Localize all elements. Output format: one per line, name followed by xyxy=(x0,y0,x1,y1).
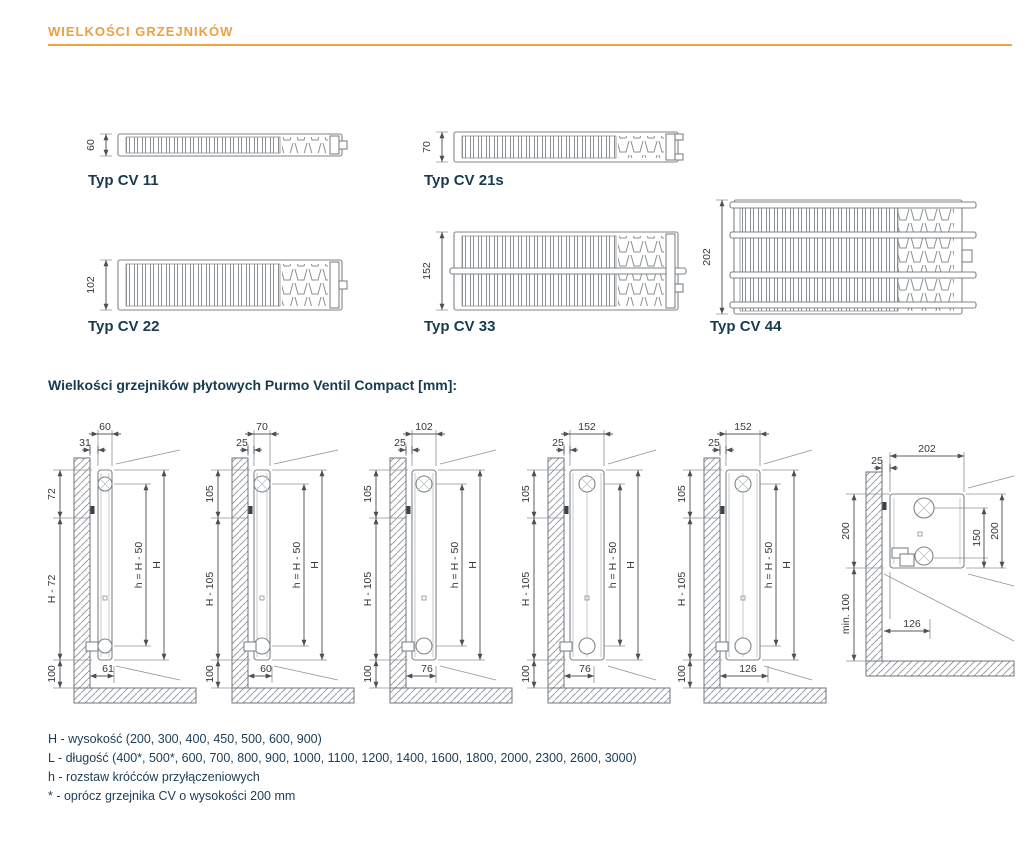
cs2-wall-offset: 25 xyxy=(236,437,248,449)
cs5-inner-H: H xyxy=(781,561,793,569)
cs1-top-width: 60 xyxy=(99,421,111,433)
cs1-middle: H - 72 xyxy=(46,574,58,604)
legend-line-spacing: h - rozstaw króćców przyłączeniowych xyxy=(48,770,260,784)
cs5-top-width: 152 xyxy=(734,421,752,433)
cross-section-cv44 xyxy=(676,420,834,705)
title-rule xyxy=(48,44,1012,46)
legend-line-note: * - oprócz grzejnika CV o wysokości 200 mm xyxy=(48,789,296,803)
cross-section-cv33 xyxy=(520,420,678,705)
cs1-lower: 100 xyxy=(46,665,58,683)
detail-left-upper: 200 xyxy=(840,522,852,540)
detail-wall-offset: 25 xyxy=(871,455,883,467)
cs1-bottom-width: 61 xyxy=(102,663,114,675)
cs5-wall-offset: 25 xyxy=(708,437,720,449)
cv33-height-dim: 152 xyxy=(421,262,433,280)
cs1-inner-H: H xyxy=(151,561,163,569)
cs1-wall-offset: 31 xyxy=(79,437,91,449)
cross-section-cv11 xyxy=(46,420,204,705)
cs3-lower: 100 xyxy=(362,665,374,683)
cs2-bottom-width: 60 xyxy=(260,663,272,675)
cs3-upper: 105 xyxy=(362,485,374,503)
cs3-bottom-width: 76 xyxy=(421,663,433,675)
cv21s-type-label: Typ CV 21s xyxy=(424,172,504,189)
page-title: WIELKOŚCI GRZEJNIKÓW xyxy=(48,24,234,39)
cs2-inner-h: h = H - 50 xyxy=(291,541,303,589)
cv44-top-view-drawing xyxy=(700,194,982,322)
detail-bottom-width: 126 xyxy=(903,618,921,630)
legend-line-height: H - wysokość (200, 300, 400, 450, 500, 600, 900) xyxy=(48,732,322,746)
detail-view-drawing xyxy=(836,436,1026,691)
cs2-upper: 105 xyxy=(204,485,216,503)
cs5-bottom-width: 126 xyxy=(739,663,757,675)
cs4-upper: 105 xyxy=(520,485,532,503)
cs4-inner-h: h = H - 50 xyxy=(607,541,619,589)
cv21s-height-dim: 70 xyxy=(421,141,433,153)
cv22-height-dim: 102 xyxy=(85,276,97,294)
detail-inner-right: 150 xyxy=(971,529,983,547)
cs5-lower: 100 xyxy=(676,665,688,683)
cv22-top-view-drawing xyxy=(84,254,354,316)
detail-outer-right: 200 xyxy=(989,522,1001,540)
cv44-height-dim: 202 xyxy=(701,248,713,266)
cs4-bottom-width: 76 xyxy=(579,663,591,675)
legend-line-length: L - długość (400*, 500*, 600, 700, 800, 900, 1000, 1100, 1200, 1400, 1600, 1800, 2000, 2300, 2600, 3000) xyxy=(48,751,637,765)
detail-top-width: 202 xyxy=(918,443,936,455)
section-heading: Wielkości grzejników płytowych Purmo Ventil Compact [mm]: xyxy=(48,377,458,393)
cross-section-cv21s xyxy=(204,420,362,705)
cs3-middle: H - 105 xyxy=(362,571,374,607)
cs3-top-width: 102 xyxy=(415,421,433,433)
cs2-top-width: 70 xyxy=(256,421,268,433)
cv44-type-label: Typ CV 44 xyxy=(710,318,782,335)
cs5-middle: H - 105 xyxy=(676,571,688,607)
cross-section-cv22 xyxy=(362,420,520,705)
cv21s-top-view-drawing xyxy=(420,126,690,168)
cv11-top-view-drawing xyxy=(84,128,354,162)
cv33-top-view-drawing xyxy=(420,226,690,316)
cs4-top-width: 152 xyxy=(578,421,596,433)
cs3-wall-offset: 25 xyxy=(394,437,406,449)
cs2-inner-H: H xyxy=(309,561,321,569)
cv33-type-label: Typ CV 33 xyxy=(424,318,496,335)
cs1-upper: 72 xyxy=(46,488,58,500)
cs3-inner-H: H xyxy=(467,561,479,569)
cs4-wall-offset: 25 xyxy=(552,437,564,449)
legend xyxy=(48,730,637,806)
cv22-type-label: Typ CV 22 xyxy=(88,318,160,335)
cs1-inner-h: h = H - 50 xyxy=(133,541,145,589)
cs4-middle: H - 105 xyxy=(520,571,532,607)
cs4-lower: 100 xyxy=(520,665,532,683)
detail-left-lower: min. 100 xyxy=(840,593,852,635)
cs4-inner-H: H xyxy=(625,561,637,569)
cv11-type-label: Typ CV 11 xyxy=(88,172,159,189)
cs5-upper: 105 xyxy=(676,485,688,503)
cv11-height-dim: 60 xyxy=(85,139,97,151)
cs2-lower: 100 xyxy=(204,665,216,683)
cs2-middle: H - 105 xyxy=(204,571,216,607)
cs5-inner-h: h = H - 50 xyxy=(763,541,775,589)
cs3-inner-h: h = H - 50 xyxy=(449,541,461,589)
